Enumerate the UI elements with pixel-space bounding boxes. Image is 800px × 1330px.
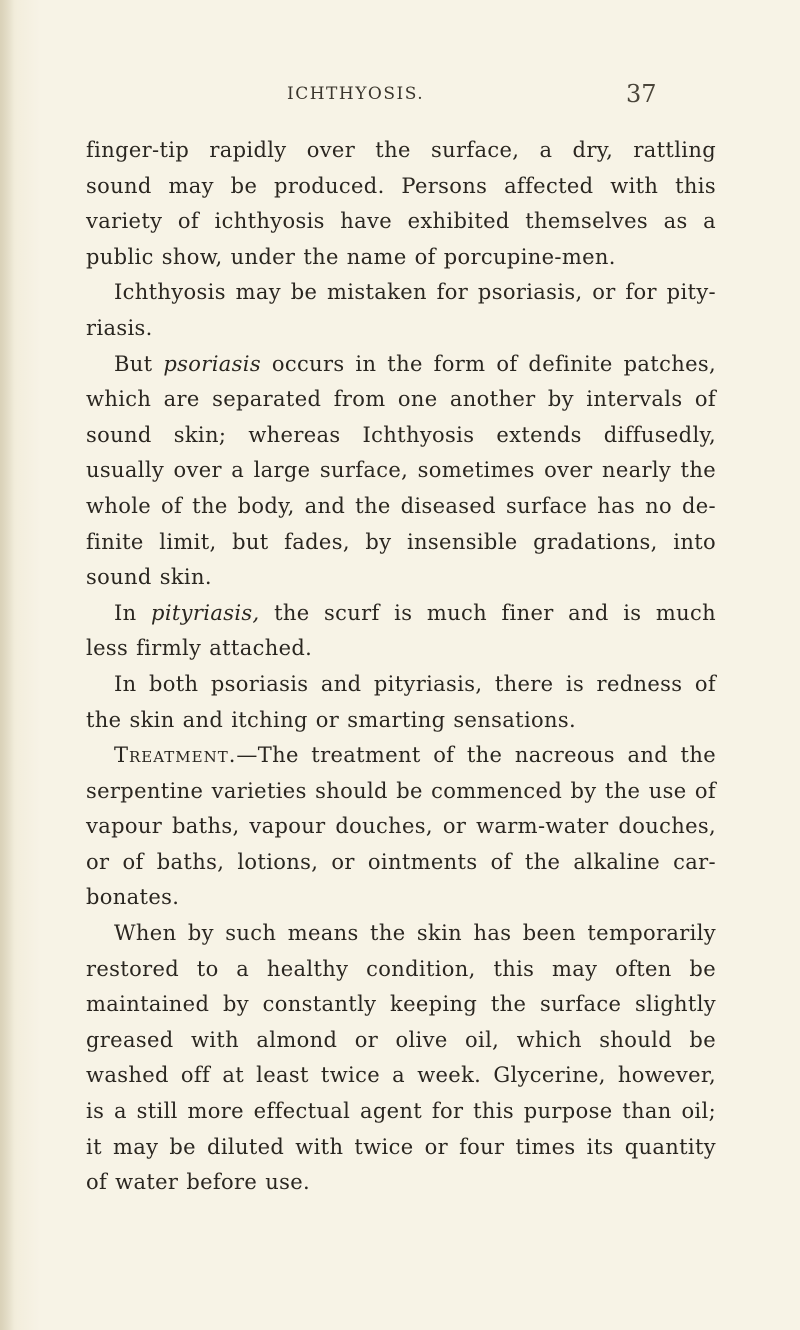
paragraph-4 bbox=[86, 596, 716, 667]
text-line: In both psoriasis and pityriasis, there is redness of bbox=[114, 671, 716, 696]
text-line bbox=[86, 738, 716, 774]
text-line: is a still more effectual agent for this purpose than oil; bbox=[86, 1099, 716, 1124]
text-line: of water before use. bbox=[86, 1170, 310, 1195]
text-run: —The treatment of the nacreous and the bbox=[236, 743, 716, 768]
text-line: maintained by constantly keeping the surface slightly bbox=[86, 992, 716, 1017]
text-run: In bbox=[114, 600, 152, 625]
paragraph-2 bbox=[86, 275, 716, 346]
paragraph-1 bbox=[86, 133, 716, 275]
text-run: occurs in the form of definite patches, bbox=[260, 351, 716, 376]
text-line: whole of the body, and the diseased surface has no de- bbox=[86, 493, 716, 518]
body-text bbox=[86, 133, 716, 1201]
text-line: finger-tip rapidly over the surface, a dry, rattling bbox=[86, 138, 716, 162]
paragraph-6 bbox=[86, 738, 716, 916]
running-head: ICHTHYOSIS. bbox=[287, 84, 425, 104]
paragraph-7 bbox=[86, 916, 716, 1201]
text-run: the scurf is much finer and is much bbox=[259, 600, 717, 625]
italic-term-psoriasis: psoriasis bbox=[163, 351, 261, 376]
text-line: variety of ichthyosis have exhibited themselves as a bbox=[86, 209, 716, 234]
text-line: finite limit, but fades, by insensible gradations, into bbox=[86, 529, 716, 554]
text-line: public show, under the name of porcupine-men. bbox=[86, 244, 616, 269]
paragraph-5 bbox=[86, 667, 716, 738]
text-line: or of baths, lotions, or ointments of the alkaline car- bbox=[86, 849, 716, 874]
text-line: less firmly attached. bbox=[86, 636, 313, 661]
text-line: When by such means the skin has been temporarily bbox=[114, 921, 716, 946]
binding-shadow bbox=[0, 0, 14, 1330]
text-line: the skin and itching or smarting sensations. bbox=[86, 707, 577, 732]
text-line: greased with almond or olive oil, which should be bbox=[86, 1027, 716, 1052]
page-number: 37 bbox=[626, 80, 657, 108]
text-line: serpentine varieties should be commenced by the use of bbox=[86, 778, 716, 803]
text-run: But bbox=[114, 351, 164, 376]
page-header bbox=[0, 80, 800, 110]
text-line: bonates. bbox=[86, 885, 180, 910]
section-heading-treatment: Treatment. bbox=[114, 743, 237, 768]
text-line bbox=[86, 347, 716, 383]
text-line: washed off at least twice a week. Glycerine, however, bbox=[86, 1063, 716, 1088]
text-line bbox=[86, 596, 716, 632]
text-line: vapour baths, vapour douches, or warm-water douches, bbox=[86, 814, 716, 839]
paragraph-3 bbox=[86, 347, 716, 596]
text-line: it may be diluted with twice or four times its quantity bbox=[86, 1134, 716, 1159]
italic-term-pityriasis: pityriasis, bbox=[151, 600, 260, 625]
text-line: usually over a large surface, sometimes over nearly the bbox=[86, 458, 716, 483]
text-line: sound may be produced. Persons affected with this bbox=[86, 173, 716, 198]
text-line: restored to a healthy condition, this may often be bbox=[86, 956, 716, 981]
text-line: sound skin; whereas Ichthyosis extends diffusedly, bbox=[86, 422, 716, 447]
text-line: sound skin. bbox=[86, 565, 212, 590]
text-line: which are separated from one another by intervals of bbox=[86, 387, 716, 412]
text-line: riasis. bbox=[86, 315, 153, 340]
text-line: Ichthyosis may be mistaken for psoriasis, or for pity- bbox=[114, 280, 716, 305]
